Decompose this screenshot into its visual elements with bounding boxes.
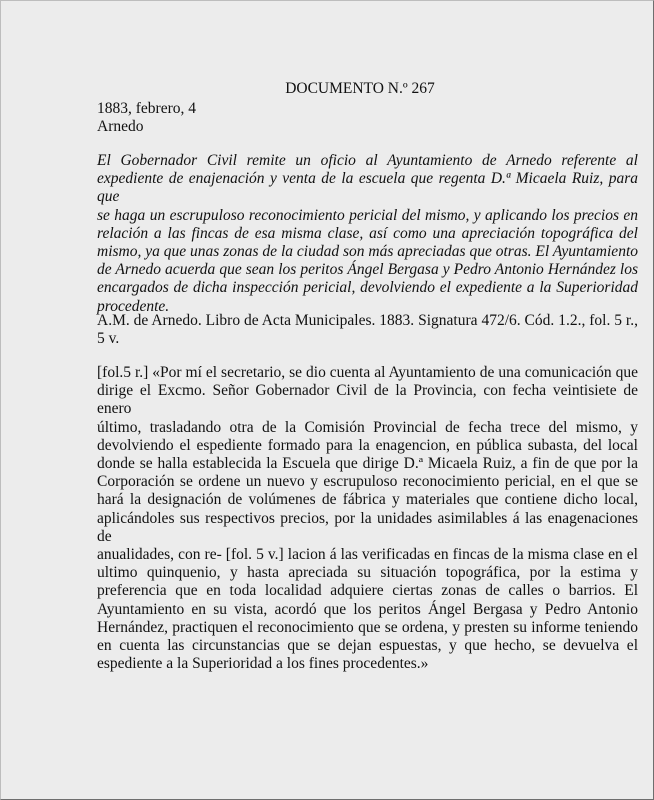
- summary-line: mismo, ya que unas zonas de la ciudad son más apreciadas que otras. El Ayuntamiento: [97, 243, 638, 261]
- document-header: [97, 100, 638, 136]
- source-line: A.M. de Arnedo. Libro de Acta Municipales. 1883. Signatura 472/6. Cód. 1.2., fol. 5 r.,: [97, 312, 638, 329]
- document-place: Arnedo: [97, 118, 144, 136]
- summary-line: procedente.: [97, 297, 170, 315]
- document-summary: [97, 152, 638, 316]
- body-line: dirige el Excmo. Señor Gobernador Civil de la Provincia, con fecha veintisiete de enero: [97, 382, 638, 418]
- summary-line: de Arnedo acuerda que sean los peritos Ángel Bergasa y Pedro Antonio Hernández los: [97, 261, 638, 279]
- source-line: 5 v.: [97, 330, 120, 348]
- document-title: DOCUMENTO N.º 267: [285, 80, 435, 97]
- archival-source: [97, 312, 638, 348]
- summary-line: expediente de enajenación y venta de la escuela que regenta D.ª Micaela Ruiz, para que: [97, 170, 638, 206]
- document-date: 1883, febrero, 4: [97, 100, 196, 117]
- body-line: devolviendo el espediente formado para la enagencion, en pública subasta, del local: [97, 436, 638, 454]
- body-line: Hernández, practiquen el reconocimiento que se ordena, y presten su informe teniendo: [97, 618, 638, 636]
- body-line: anualidades, con re- [fol. 5 v.] lacion á las verificadas en fincas de la misma clase en el: [97, 546, 638, 564]
- body-line: último, trasladando otra de la Comisión Provincial de fecha trece del mismo, y: [97, 418, 638, 436]
- summary-line: relación a las fincas de esa misma clase, así como una apreciación topográfica del: [97, 224, 638, 242]
- transcription-body: [97, 364, 638, 673]
- body-line: [fol.5 r.] «Por mí el secretario, se dio cuenta al Ayuntamiento de una comunicación que: [97, 364, 638, 381]
- body-line: donde se halla establecida la Escuela que dirige D.ª Micaela Ruiz, a fin de que por la: [97, 455, 638, 473]
- body-line: Ayuntamiento en su vista, acordó que los peritos Ángel Bergasa y Pedro Antonio: [97, 600, 638, 618]
- body-line: hará la designación de volúmenes de fábrica y materiales que contiene dicho local,: [97, 491, 638, 509]
- body-line: aplicándoles sus respectivos precios, por la unidades asimilables á las enagenaciones de: [97, 509, 638, 545]
- summary-line: encargados de dicha inspección pericial, devolviendo el expediente a la Superioridad: [97, 279, 638, 297]
- summary-line: El Gobernador Civil remite un oficio al Ayuntamiento de Arnedo referente al: [97, 152, 638, 169]
- body-line: ultimo quinquenio, y hasta apreciada su situación topográfica, por la estima y: [97, 564, 638, 582]
- body-line: preferencia que en toda localidad adquiere ciertas zonas de calles o barrios. El: [97, 582, 638, 600]
- body-line: en cuenta las circunstancias que se dejan espuestas, y que hecho, se devuelva el: [97, 637, 638, 655]
- summary-line: se haga un escrupuloso reconocimiento pericial del mismo, y aplicando los precios en: [97, 206, 638, 224]
- body-line: Corporación se ordene un nuevo y escrupuloso reconocimiento pericial, en el que se: [97, 473, 638, 491]
- body-line: espediente a la Superioridad a los fines procedentes.»: [97, 655, 429, 673]
